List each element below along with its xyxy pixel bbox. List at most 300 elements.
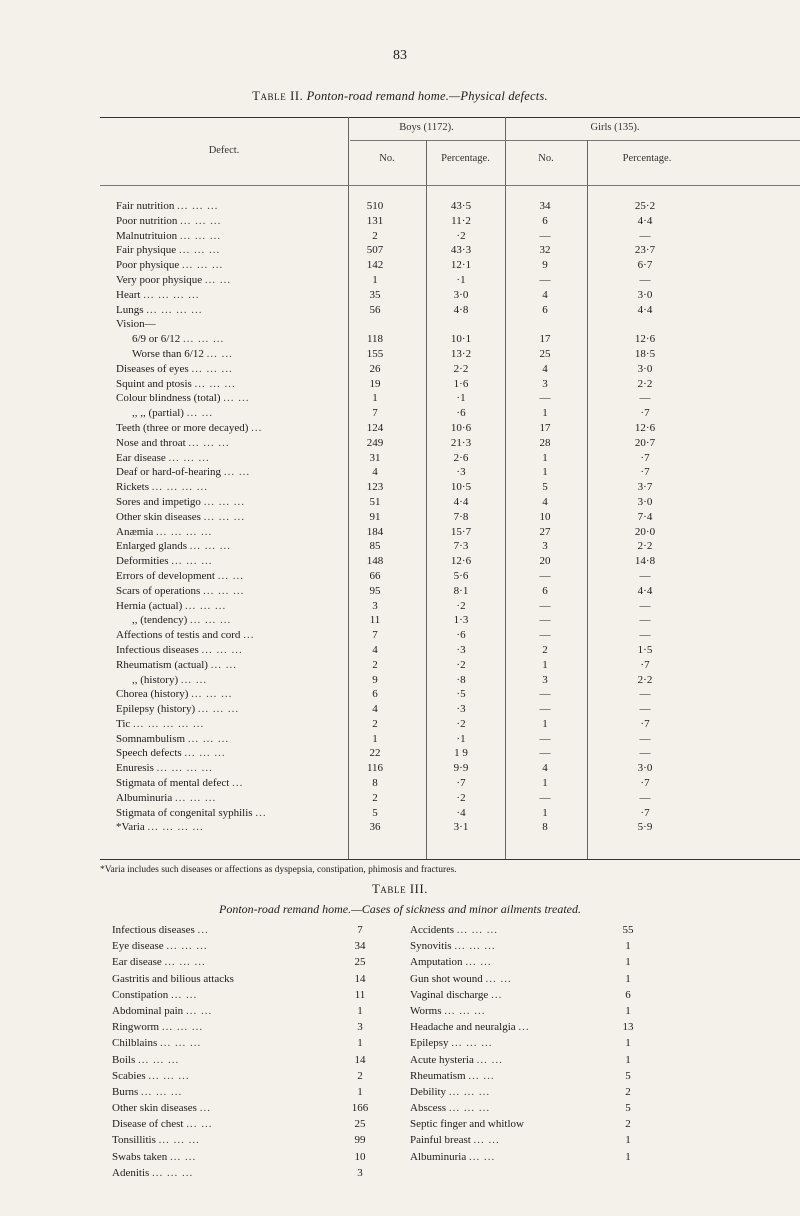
- girls-percentage: 12·6: [634, 333, 656, 346]
- defect-label: [116, 451, 352, 466]
- boys-number: 26: [369, 362, 381, 375]
- list-item: [0, 938, 800, 954]
- boys-percentage: ·2: [456, 658, 466, 671]
- boys-number: 56: [369, 303, 381, 316]
- boys-number: 7: [372, 407, 378, 420]
- defect-label: [116, 717, 352, 732]
- table-row: [100, 214, 800, 229]
- table-row: [100, 273, 800, 288]
- leader-dots: ... ... ...: [189, 540, 231, 553]
- girls-percentage: 20·0: [634, 525, 656, 538]
- defect-name: Tic: [116, 717, 131, 730]
- girls-number: 1: [542, 806, 548, 819]
- boys-number: 66: [369, 569, 381, 582]
- girls-number: 9: [542, 259, 548, 272]
- boys-percentage: ·2: [456, 717, 466, 730]
- ailment-label-right: [410, 1149, 630, 1165]
- girls-number: 34: [539, 200, 551, 212]
- leader-dots: ... ... ...: [161, 1021, 204, 1034]
- girls-percentage: —: [639, 392, 651, 405]
- leader-dots: ...: [255, 806, 267, 819]
- defect-name: Other skin diseases: [116, 510, 201, 523]
- ailment-name: Other skin diseases: [112, 1102, 197, 1115]
- defect-label: [116, 510, 352, 525]
- header-boys-no: No.: [379, 153, 395, 164]
- leader-dots: ... ...: [223, 392, 250, 405]
- table-row: [100, 717, 800, 732]
- ailment-count: 2: [357, 1069, 363, 1082]
- ailment-label-left: [112, 1003, 352, 1019]
- ailment-name: Abscess: [410, 1102, 447, 1115]
- girls-percentage: —: [639, 273, 651, 286]
- list-item: [0, 1149, 800, 1165]
- ailment-name: Disease of chest: [112, 1118, 184, 1131]
- boys-number: 8: [372, 777, 378, 790]
- leader-dots: ... ... ...: [164, 956, 206, 969]
- boys-number: 36: [369, 821, 381, 834]
- girls-percentage: 14·8: [634, 555, 656, 568]
- ailment-label-right: [410, 1068, 630, 1084]
- boys-percentage: 3·0: [453, 288, 469, 301]
- leader-dots: ... ... ...: [201, 643, 243, 656]
- list-item: [0, 987, 800, 1003]
- defect-name: Ear disease: [116, 451, 166, 464]
- defect-label: [116, 569, 352, 584]
- ailment-name: Infectious diseases: [112, 924, 195, 936]
- table-row: [100, 702, 800, 717]
- girls-number: 4: [542, 362, 548, 375]
- list-item: [0, 922, 800, 938]
- ailment-name: Vaginal discharge: [410, 988, 489, 1001]
- table-row: [100, 539, 800, 554]
- defect-name: Epilepsy (history): [116, 703, 196, 716]
- boys-number: 155: [366, 347, 384, 360]
- leader-dots: ... ...: [180, 673, 208, 686]
- boys-number: 3: [372, 599, 378, 612]
- girls-number: —: [539, 392, 551, 405]
- leader-dots: ...: [251, 421, 263, 434]
- leader-dots: ...: [197, 924, 209, 936]
- leader-dots: ... ...: [465, 956, 492, 969]
- table-row: [100, 510, 800, 525]
- defect-label: [116, 539, 352, 554]
- girls-number: 5: [542, 481, 548, 494]
- defect-name: Stigmata of mental defect: [116, 777, 230, 790]
- ailment-count: 1: [625, 1053, 631, 1066]
- boys-number: 1: [372, 732, 378, 745]
- defect-label: [116, 258, 352, 273]
- defect-label: [116, 687, 352, 702]
- ailment-label-left: [112, 1084, 352, 1100]
- list-item: [0, 1132, 800, 1148]
- boys-percentage: 4·8: [453, 303, 469, 316]
- leader-dots: ... ... ...: [171, 555, 213, 568]
- boys-percentage: 10·6: [450, 421, 472, 434]
- list-item: [0, 1116, 800, 1132]
- leader-dots: ... ... ...: [188, 436, 230, 449]
- defect-name: Errors of development: [116, 569, 215, 582]
- defect-name: Heart: [116, 288, 141, 301]
- girls-number: 6: [542, 303, 548, 316]
- ailment-label-left: [112, 971, 352, 987]
- ailment-label-left: [112, 1100, 352, 1116]
- defect-name: Hernia (actual): [116, 599, 183, 612]
- leader-dots: ... ... ...: [203, 510, 245, 523]
- header-girls: Girls (135).: [590, 122, 640, 133]
- girls-percentage: 2·2: [637, 673, 653, 686]
- leader-dots: ...: [518, 1021, 530, 1034]
- table-rule-top: [100, 117, 800, 118]
- table-row: [100, 628, 800, 643]
- ailment-label-left: [112, 938, 352, 954]
- boys-number: 5: [372, 806, 378, 819]
- defect-label: [116, 525, 352, 540]
- leader-dots: ... ... ...: [185, 599, 227, 612]
- defect-name: Teeth (three or more decayed): [116, 421, 249, 434]
- defect-label: [116, 303, 352, 318]
- defect-name: Poor nutrition: [116, 214, 178, 227]
- boys-percentage: 11·2: [451, 214, 471, 227]
- leader-dots: ... ... ...: [179, 229, 222, 242]
- table-row: [100, 820, 800, 835]
- table-row: [100, 229, 800, 244]
- table-row: [100, 658, 800, 673]
- table2-caption-text: Ponton-road remand home.—Physical defects.: [306, 89, 548, 103]
- defect-label: [116, 243, 352, 258]
- header-girls-no: No.: [538, 153, 554, 164]
- boys-number: 148: [366, 555, 384, 568]
- ailment-count: 55: [622, 924, 634, 936]
- defect-label: [116, 702, 352, 717]
- defect-label: [116, 628, 352, 643]
- girls-percentage: 23·7: [634, 244, 656, 257]
- ailment-label-right: [410, 987, 630, 1003]
- girls-percentage: —: [639, 569, 651, 582]
- leader-dots: ... ... ...: [194, 377, 236, 390]
- boys-percentage: ·6: [456, 629, 466, 642]
- ailment-count: 166: [351, 1102, 369, 1115]
- boys-percentage: ·3: [456, 643, 466, 656]
- table-row: [100, 451, 800, 466]
- ailment-label-right: [410, 922, 630, 938]
- boys-percentage: 7·8: [453, 510, 469, 523]
- defect-label: [116, 377, 352, 392]
- leader-dots: ... ...: [210, 658, 237, 671]
- defect-name: 6/9 or 6/12: [132, 333, 181, 346]
- leader-dots: ... ... ...: [148, 1069, 190, 1082]
- table-row: [100, 303, 800, 318]
- defect-label: [116, 495, 352, 510]
- ailment-label-right: [410, 954, 630, 970]
- boys-percentage: 4·4: [453, 495, 469, 508]
- girls-percentage: 18·5: [634, 347, 656, 360]
- ailment-count: 3: [357, 1021, 363, 1034]
- boys-percentage: 43·5: [450, 200, 472, 212]
- leader-dots: ... ... ...: [191, 688, 233, 701]
- ailment-count: 14: [354, 1053, 366, 1066]
- girls-number: 1: [542, 451, 548, 464]
- table3-title: Table III.: [372, 882, 428, 896]
- boys-number: 22: [369, 747, 381, 760]
- ailment-name: Septic finger and whitlow: [410, 1118, 524, 1131]
- girls-percentage: 7·4: [637, 510, 653, 523]
- leader-dots: ... ... ...: [451, 1037, 493, 1050]
- ailment-name: Scabies: [112, 1069, 146, 1082]
- defect-name: Enlarged glands: [116, 540, 187, 553]
- defect-label: [116, 599, 352, 614]
- ailment-label-right: [410, 1132, 630, 1148]
- leader-dots: ... ... ...: [197, 703, 240, 716]
- table-rule-bottom: [100, 859, 800, 860]
- ailment-count: 1: [625, 956, 631, 969]
- ailment-label-right: [410, 1100, 630, 1116]
- table-row: [100, 569, 800, 584]
- girls-number: —: [539, 747, 551, 760]
- table-row: [100, 613, 800, 628]
- ailment-count: 1: [357, 1085, 363, 1098]
- ailment-label-right: [410, 1035, 630, 1051]
- ailment-count: 99: [354, 1134, 366, 1147]
- boys-number: 4: [372, 643, 378, 656]
- table-row: [100, 391, 800, 406]
- defect-label: [132, 406, 352, 421]
- boys-number: 116: [366, 762, 384, 775]
- defect-name: Rickets: [116, 481, 149, 494]
- defect-name: Lungs: [116, 303, 144, 316]
- leader-dots: ... ... ...: [203, 584, 245, 597]
- girls-number: 17: [539, 333, 551, 346]
- boys-percentage: 10·1: [450, 333, 472, 346]
- ailment-name: Rheumatism: [410, 1069, 466, 1082]
- leader-dots: ... ... ...: [166, 940, 208, 953]
- table-row: [100, 377, 800, 392]
- ailment-label-right: [410, 1019, 630, 1035]
- leader-dots: ... ... ...: [448, 1102, 491, 1115]
- leader-dots: ... ...: [468, 1150, 496, 1163]
- defect-label: [116, 554, 352, 569]
- boys-percentage: ·8: [456, 673, 466, 686]
- boys-percentage: 13·2: [450, 347, 472, 360]
- defect-label: [116, 391, 352, 406]
- defect-label: [116, 776, 352, 791]
- girls-number: 1: [542, 658, 548, 671]
- ailment-label-right: [410, 1084, 630, 1100]
- leader-dots: ... ... ...: [187, 732, 230, 745]
- boys-number: 35: [369, 288, 381, 301]
- girls-number: 1: [542, 466, 548, 479]
- ailment-name: Synovitis: [410, 940, 452, 953]
- girls-number: 20: [539, 555, 551, 568]
- table-row: [100, 258, 800, 273]
- leader-dots: ... ... ...: [141, 1085, 183, 1098]
- girls-number: —: [539, 732, 551, 745]
- boys-number: 91: [369, 510, 381, 523]
- girls-percentage: 1·5: [637, 643, 653, 656]
- girls-number: 4: [542, 762, 548, 775]
- boys-number: 4: [372, 466, 378, 479]
- ailment-name: Gastritis and bilious attacks: [112, 972, 234, 985]
- leader-dots: ... ... ...: [152, 1166, 194, 1179]
- defect-name: Scars of operations: [116, 584, 201, 597]
- defect-name: Malnutrituion: [116, 229, 178, 242]
- boys-number: 2: [372, 658, 378, 671]
- leader-dots: ... ... ... ...: [151, 481, 208, 494]
- list-item: [0, 954, 800, 970]
- boys-number: 249: [366, 436, 384, 449]
- ailment-name: Painful breast: [410, 1134, 471, 1147]
- boys-number: 51: [369, 495, 381, 508]
- leader-dots: ... ... ...: [159, 1037, 202, 1050]
- table-row: [100, 643, 800, 658]
- boys-percentage: ·6: [456, 407, 466, 420]
- table-rule-header-bottom: [100, 185, 800, 186]
- girls-number: —: [539, 688, 551, 701]
- defect-label: [116, 436, 352, 451]
- list-item: [0, 971, 800, 987]
- defect-name: Fair physique: [116, 244, 177, 257]
- leader-dots: ... ... ... ...: [156, 525, 213, 538]
- leader-dots: ... ... ...: [190, 614, 232, 627]
- boys-number: 9: [372, 673, 378, 686]
- boys-percentage: 5·6: [453, 569, 469, 582]
- header-girls-percentage: Percentage.: [622, 153, 672, 164]
- ailment-count: 5: [625, 1069, 631, 1082]
- ailment-count: 2: [625, 1085, 631, 1098]
- leader-dots: ... ... ...: [183, 333, 225, 346]
- leader-dots: ... ...: [206, 347, 233, 360]
- ailment-count: 10: [354, 1150, 366, 1163]
- table3: [0, 922, 800, 1181]
- girls-percentage: 2·2: [637, 377, 653, 390]
- boys-number: 85: [369, 540, 381, 553]
- defect-label: [116, 820, 352, 835]
- table-row: [100, 421, 800, 436]
- boys-percentage: ·1: [456, 392, 466, 405]
- ailment-count: 1: [357, 1037, 363, 1050]
- ailment-name: Worms: [410, 1004, 442, 1017]
- table-row: [100, 599, 800, 614]
- defect-label: [116, 806, 352, 821]
- table-row: [100, 243, 800, 258]
- table-row: [100, 746, 800, 761]
- girls-percentage: 2·2: [637, 540, 653, 553]
- leader-dots: ...: [199, 1102, 211, 1115]
- defect-label: [116, 214, 352, 229]
- boys-number: 7: [372, 629, 378, 642]
- table-row: [100, 317, 800, 332]
- leader-dots: ... ... ...: [456, 924, 498, 936]
- girls-number: 4: [542, 495, 548, 508]
- ailment-name: Boils: [112, 1053, 136, 1066]
- girls-number: 2: [542, 643, 548, 656]
- defect-label: [116, 791, 352, 806]
- table-row: [100, 761, 800, 776]
- girls-number: 27: [539, 525, 551, 538]
- leader-dots: ... ... ...: [137, 1053, 180, 1066]
- leader-dots: ... ... ... ... ...: [133, 717, 205, 730]
- leader-dots: ... ...: [186, 1118, 213, 1131]
- boys-number: 19: [369, 377, 381, 390]
- leader-dots: ... ...: [476, 1053, 503, 1066]
- ailment-label-left: [112, 1068, 352, 1084]
- boys-number: 6: [372, 688, 378, 701]
- boys-percentage: 1·6: [453, 377, 469, 390]
- ailment-count: 2: [625, 1118, 631, 1131]
- ailment-count: 1: [357, 1004, 363, 1017]
- ailment-count: 5: [625, 1102, 631, 1115]
- boys-percentage: 15·7: [450, 525, 472, 538]
- ailment-count: 1: [625, 972, 631, 985]
- boys-percentage: ·7: [456, 777, 466, 790]
- girls-percentage: ·7: [640, 451, 650, 464]
- defect-name: Enuresis: [116, 762, 154, 775]
- leader-dots: ... ... ...: [174, 791, 217, 804]
- list-item: [0, 1003, 800, 1019]
- ailment-count: 1: [625, 1004, 631, 1017]
- defect-label: [116, 288, 352, 303]
- ailment-label-right: [410, 1052, 630, 1068]
- defect-label: [116, 761, 352, 776]
- girls-number: —: [539, 273, 551, 286]
- girls-number: 3: [542, 377, 548, 390]
- table-row: [100, 199, 800, 214]
- leader-dots: ...: [232, 777, 244, 790]
- leader-dots: ... ...: [185, 1004, 213, 1017]
- table2-caption: [0, 89, 800, 104]
- header-boys-percentage: Percentage.: [441, 153, 490, 164]
- ailment-count: 1: [625, 1134, 631, 1147]
- table3-caption: Ponton-road remand home.—Cases of sickness and minor ailments treated.: [219, 902, 581, 916]
- leader-dots: ... ... ... ...: [156, 762, 213, 775]
- girls-number: 10: [539, 510, 551, 523]
- leader-dots: ... ...: [468, 1069, 495, 1082]
- boys-percentage: ·2: [456, 599, 466, 612]
- girls-number: 4: [542, 288, 548, 301]
- defect-label: [116, 273, 352, 288]
- girls-percentage: 3·0: [637, 288, 653, 301]
- girls-percentage: 3·7: [637, 481, 653, 494]
- leader-dots: ... ...: [170, 988, 198, 1001]
- ailment-label-left: [112, 954, 352, 970]
- ailment-label-left: [112, 1149, 352, 1165]
- boys-number: 507: [366, 244, 384, 257]
- ailment-name: Eye disease: [112, 940, 164, 953]
- boys-percentage: ·4: [456, 806, 466, 819]
- defect-label: [116, 465, 352, 480]
- boys-percentage: 21·3: [450, 436, 472, 449]
- defect-label: [116, 421, 352, 436]
- defect-label: [132, 673, 352, 688]
- ailment-label-left: [112, 1019, 352, 1035]
- girls-percentage: —: [639, 747, 651, 760]
- defect-name: Rheumatism (actual): [116, 658, 208, 671]
- boys-number: 1: [372, 392, 378, 405]
- defect-name: ,, (history): [132, 673, 179, 686]
- leader-dots: ... ...: [204, 273, 232, 286]
- boys-percentage: 2·2: [453, 362, 469, 375]
- girls-number: 3: [542, 540, 548, 553]
- ailment-label-right: [410, 1003, 630, 1019]
- ailment-label-left: [112, 1052, 352, 1068]
- table-row: [100, 687, 800, 702]
- ailment-name: Ringworm: [112, 1021, 160, 1034]
- ailment-name: Abdominal pain: [112, 1004, 184, 1017]
- ailment-name: Ear disease: [112, 956, 162, 969]
- ailment-count: 1: [625, 940, 631, 953]
- defect-name: Worse than 6/12: [132, 347, 204, 360]
- boys-percentage: 8·1: [453, 584, 469, 597]
- boys-number: 11: [369, 614, 381, 627]
